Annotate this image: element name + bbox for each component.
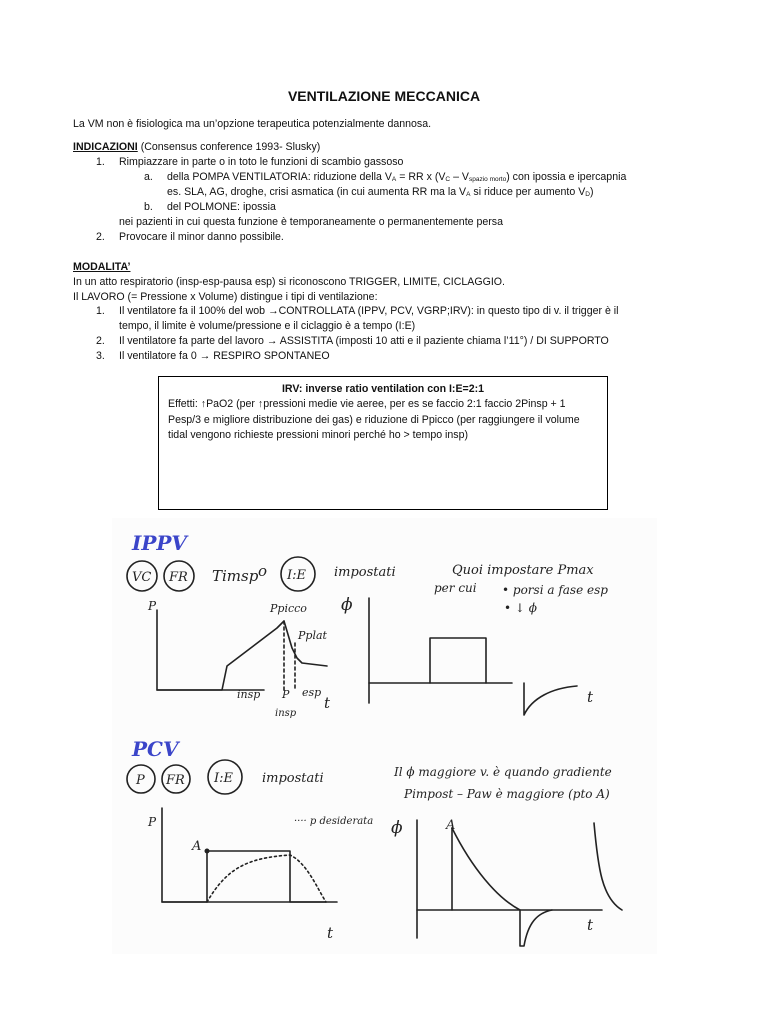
a2-text1: es. SLA, AG, droghe, crisi asmatica (in cui aumenta RR ma la V	[167, 186, 467, 198]
pcv-p: P	[136, 773, 145, 788]
a2-sub1: A	[466, 191, 471, 198]
indicazioni-note: (Consensus conference 1993- Slusky)	[137, 141, 321, 153]
ippv-vc: VC	[132, 570, 152, 585]
a-text3: – V	[450, 171, 469, 183]
indicazioni-a-line2	[167, 185, 594, 200]
ventilation-sketch	[112, 518, 657, 954]
a-sub3: spazio morto	[468, 176, 507, 183]
modalita-item2-number: 2.	[96, 335, 105, 347]
ippv-timsp: Timsp	[212, 567, 259, 585]
indicazioni-b-letter: b.	[144, 201, 153, 213]
modalita-item3: Il ventilatore fa 0 → RESPIRO SPONTANEO	[119, 350, 330, 362]
modalita-item2: Il ventilatore fa parte del lavoro → ASSISTITA (imposti 10 atti e il paziente chiama l’11°) / DI SUPPORTO	[119, 335, 609, 347]
indicazioni-b: del POLMONE: ipossia	[167, 201, 276, 213]
indicazioni-heading: INDICAZIONI	[73, 141, 138, 153]
indicazioni-a-letter: a.	[144, 171, 153, 183]
ippv-phi-axis: ϕ	[341, 595, 353, 615]
modalita-item1-line1: Il ventilatore fa il 100% del wob →CONTROLLATA (IPPV, PCV, VGRP;IRV): in questo tipo di v. il trigger è il	[119, 305, 619, 317]
pcv-note1: Il ϕ maggiore v. è quando gradiente	[394, 765, 612, 779]
a2-sub2: D	[585, 191, 590, 198]
indicazioni-item1-number: 1.	[96, 156, 105, 168]
ippv-t2-axis: t	[587, 688, 594, 706]
ippv-note1: Quoi impostare Pmax	[452, 563, 594, 578]
modalita-item3-number: 3.	[96, 350, 105, 362]
pcv-impostati: impostati	[262, 771, 324, 786]
a-text2: = RR x (V	[396, 171, 446, 183]
modalita-heading: MODALITA’	[73, 261, 131, 273]
pcv-title: PCV	[132, 737, 179, 761]
pcv-fr: FR	[166, 773, 185, 788]
pcv-a2: A	[446, 818, 456, 833]
ippv-insp-label: insp	[237, 688, 261, 701]
a2-text2: si riduce per aumento V	[470, 186, 586, 198]
indicazioni-a-line1	[167, 170, 626, 185]
page-title: VENTILAZIONE MECCANICA	[287, 88, 481, 104]
a-text4: ) con ipossia e ipercapnia	[506, 171, 627, 183]
intro-text: La VM non è fisiologica ma un’opzione terapeutica potenzialmente dannosa.	[73, 118, 432, 130]
modalita-item1-line2: tempo, il limite è volume/pressione e il ciclaggio è a tempo (I:E)	[119, 320, 416, 332]
ippv-p-axis: P	[148, 599, 157, 613]
indicazioni-item2: Provocare il minor danno possibile.	[119, 231, 284, 243]
ippv-pinsp-label: insp	[275, 708, 297, 719]
pcv-t2-axis: t	[587, 916, 594, 934]
indicazioni-item1: Rimpiazzare in parte o in toto le funzioni di scambio gassoso	[119, 156, 404, 168]
ippv-title: IPPV	[132, 531, 187, 555]
ippv-impostati: impostati	[334, 565, 396, 580]
modalita-line1: In un atto respiratorio (insp-esp-pausa esp) si riconoscono TRIGGER, LIMITE, CICLAGGIO.	[73, 276, 505, 288]
pcv-note2: Pimpost – Paw è maggiore (pto A)	[404, 787, 610, 801]
ippv-note4: • ↓ ϕ	[504, 601, 537, 615]
pcv-point-a	[205, 849, 210, 854]
pcv-p-axis: P	[148, 815, 157, 829]
pcv-a1: A	[192, 839, 202, 854]
indicazioni-persa: nei pazienti in cui questa funzione è temporaneamente o permanentemente persa	[119, 216, 503, 228]
ippv-note2: per cui	[434, 581, 477, 595]
pcv-phi-axis: ϕ	[391, 818, 403, 838]
pcv-ie: I:E	[214, 771, 234, 786]
ippv-ppicco: Ppicco	[270, 602, 307, 615]
a2-text3: )	[589, 186, 594, 198]
pcv-t1-axis: t	[327, 924, 334, 942]
ippv-note3: • porsi a fase esp	[502, 583, 608, 597]
irv-box	[158, 376, 608, 510]
pcv-pdesiderata: ···· p desiderata	[294, 816, 374, 827]
ippv-ie: I:E	[287, 568, 307, 583]
modalita-line2: Il LAVORO (= Pressione x Volume) distingue i tipi di ventilazione:	[73, 291, 378, 303]
a-sub1: A	[391, 176, 397, 183]
irv-heading: IRV: inverse ratio ventilation con I:E=2:1	[281, 383, 485, 395]
ippv-pplat: Pplat	[298, 629, 327, 642]
a-sub2: C	[445, 176, 451, 183]
irv-body: Effetti: ↑PaO2 (per ↑pressioni medie vie aeree, per es se faccio 2:1 faccio 2Pinsp + 1 Pesp/3 e migliore distribuzione dei gas) e riduzione di Ppicco (per raggiungere il volume tidal vengono richieste pressioni minori perché ho > tempo insp)	[168, 398, 580, 442]
ippv-p2-label: P	[282, 688, 290, 701]
modalita-item1-number: 1.	[96, 305, 105, 317]
ippv-fr: FR	[169, 570, 188, 585]
indicazioni-heading-line	[73, 140, 320, 155]
ippv-t-axis: t	[324, 694, 331, 712]
a-text1: della POMPA VENTILATORIA: riduzione della V	[167, 171, 392, 183]
indicazioni-item2-number: 2.	[96, 231, 105, 243]
ippv-esp-label: esp	[302, 686, 322, 699]
ippv-o: o	[258, 562, 268, 580]
